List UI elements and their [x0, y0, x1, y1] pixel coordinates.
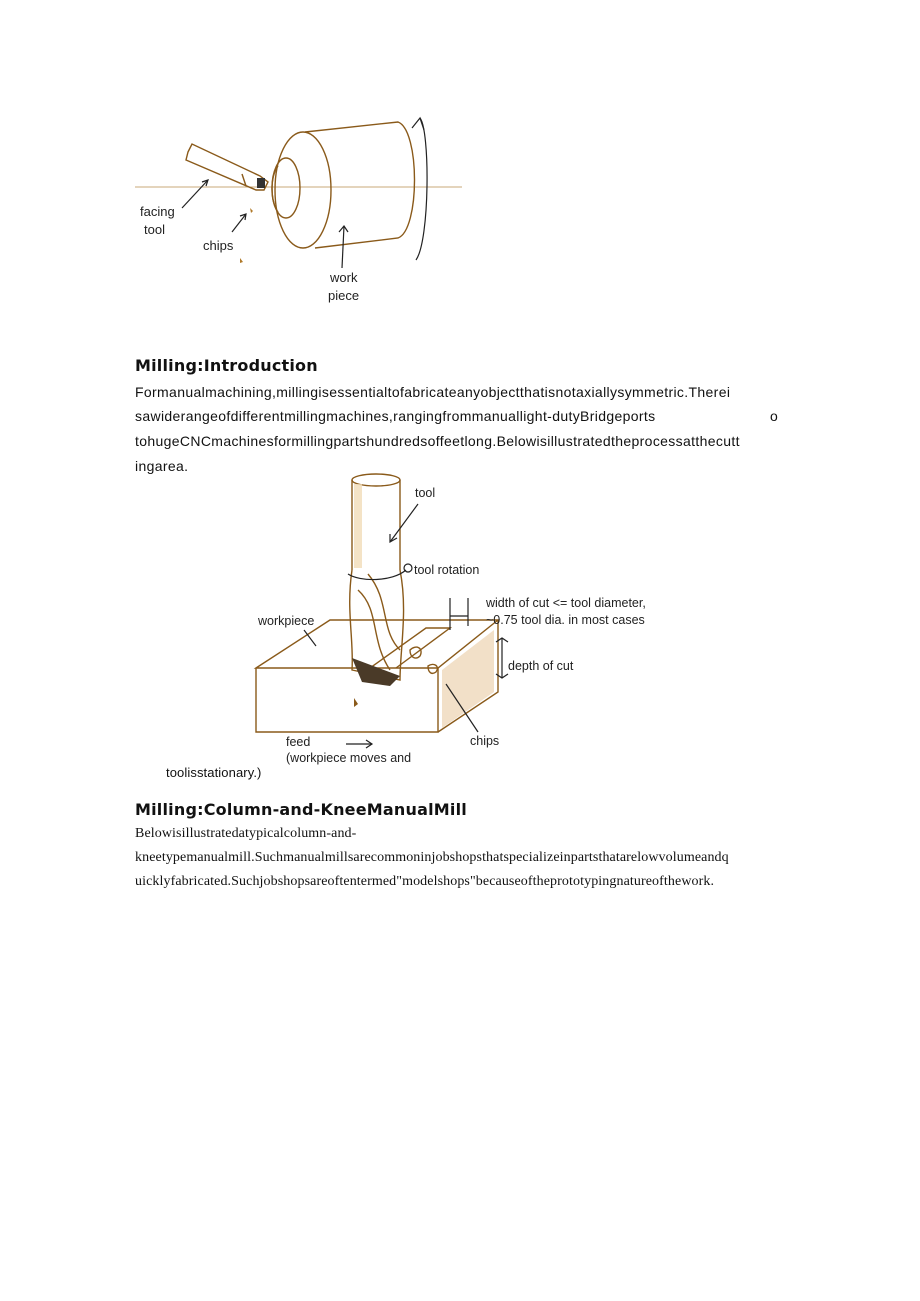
label-chips: chips [470, 734, 500, 748]
chip-2 [240, 258, 243, 263]
rotation-marker [404, 564, 412, 572]
facing-diagram [130, 110, 470, 310]
label-feed-note: (workpiece moves and [286, 751, 412, 765]
section-heading-milling-introduction: Milling:Introduction [135, 356, 318, 375]
label-feed: feed [286, 735, 311, 749]
paragraph2-line-1: Belowisillustratedatypicalcolumn-and- [135, 826, 357, 841]
cylinder-face [275, 132, 331, 248]
paragraph-line-3: tohugeCNCmachinesformillingpartshundredsoffeetlong.Belowisillustratedtheprocessatthecutt [135, 433, 740, 449]
tool-tip [257, 178, 265, 188]
label-facing: facing [140, 204, 175, 219]
label-work: work [330, 270, 358, 285]
rotation-arrow [416, 118, 427, 260]
list-marker: o [770, 408, 779, 424]
tool-leader [390, 504, 418, 542]
slot-cut [370, 628, 450, 668]
label-workpiece: workpiece [258, 614, 315, 628]
rotation-arrowhead [412, 118, 424, 130]
figure2-caption: toolisstationary.) [166, 765, 262, 780]
label-width-line2: ~0.75 tool dia. in most cases [486, 613, 645, 627]
facing-tool-shape [186, 144, 268, 190]
facing-tool-leader [182, 180, 208, 208]
label-tool: tool [144, 222, 165, 237]
paragraph-line-1: Formanualmachining,millingisessentialtofabricateanyobjectthatisnotaxiallysymmetric.Therei [135, 384, 731, 400]
tool-shank-shading [354, 484, 362, 568]
paragraph-line-4: ingarea. [135, 458, 189, 474]
chip-c [354, 698, 358, 707]
tool-rotation-arrow [348, 570, 406, 580]
label-tool: tool [415, 486, 436, 500]
paragraph2-line-3: uicklyfabricated.Suchjobshopsareoftentermed"modelshops"becauseoftheprototypingnatureofthework. [135, 874, 715, 889]
chip-a [410, 647, 421, 658]
work-piece-leader [342, 226, 344, 268]
flute-lines [358, 574, 400, 670]
milling-cutting-diagram [250, 470, 680, 770]
label-width-line1: width of cut <= tool diameter, [486, 596, 646, 610]
paragraph2-line-2: kneetypemanualmill.Suchmanualmillsarecommoninjobshopsthatspecializeinpartsthatarelowvolumeandq [135, 850, 729, 865]
label-tool-rotation: tool rotation [414, 563, 480, 577]
paragraph-line-2: sawiderangeofdifferentmillingmachines,rangingfrommanuallight-dutyBridgeports [135, 408, 656, 424]
cylinder-body [305, 122, 415, 248]
workpiece-front [256, 668, 438, 732]
label-depth-of-cut: depth of cut [508, 659, 574, 673]
tool-cutting-edge [352, 658, 400, 686]
chip-1 [250, 208, 253, 213]
label-piece: piece [328, 288, 360, 303]
chip-b [428, 664, 437, 673]
label-chips: chips [203, 238, 234, 253]
section-heading-column-and-knee: Milling:Column-and-KneeManualMill [135, 800, 467, 819]
chips-leader [232, 214, 246, 232]
